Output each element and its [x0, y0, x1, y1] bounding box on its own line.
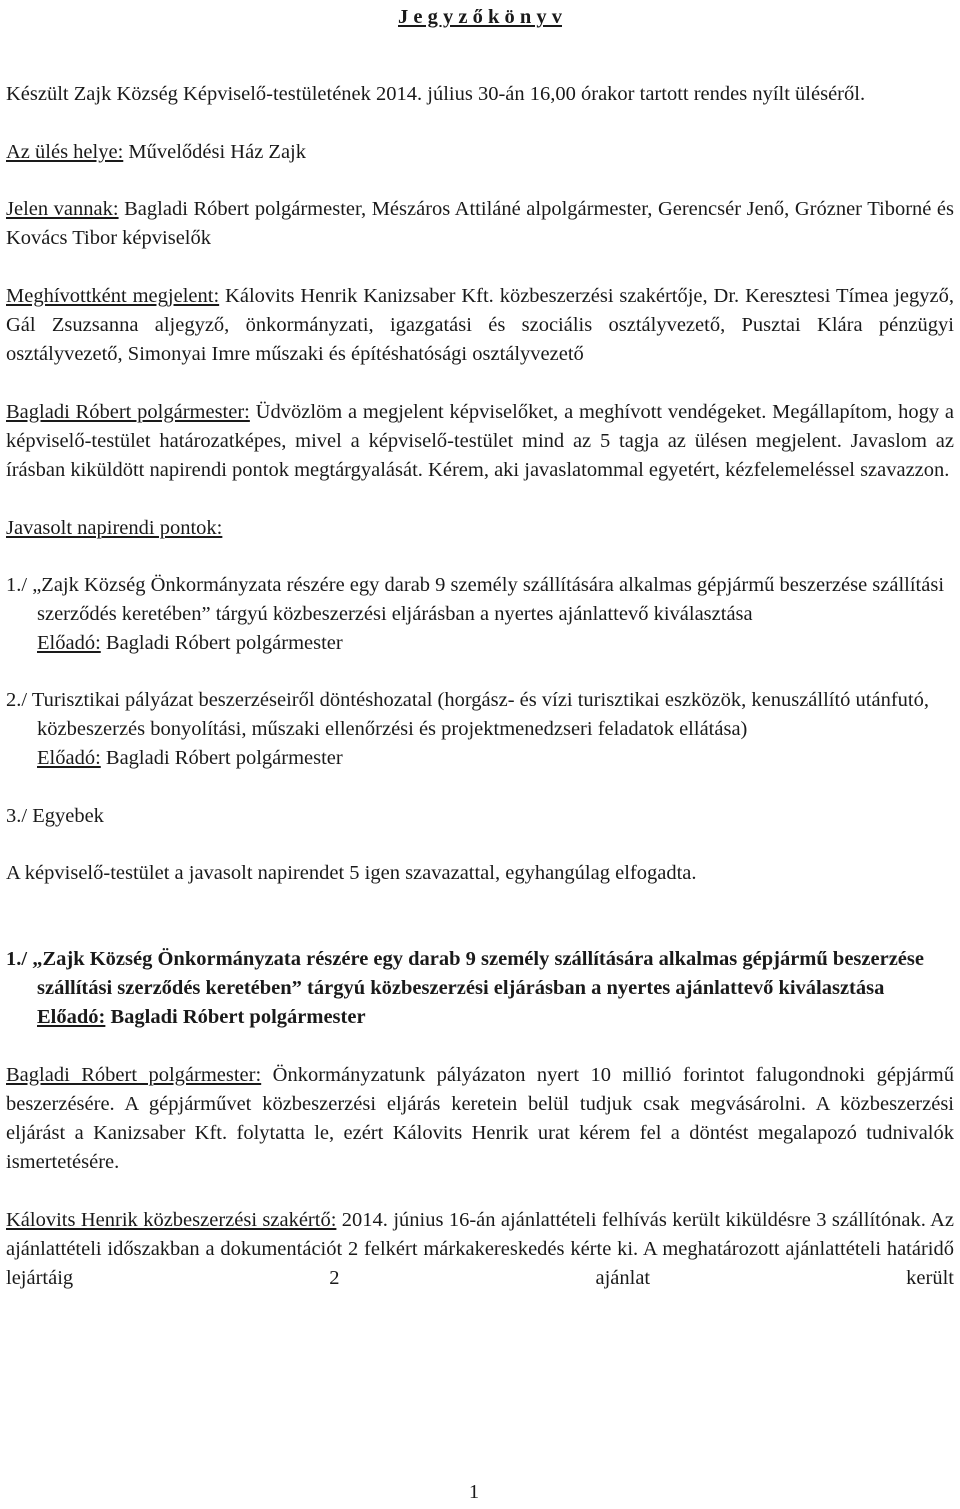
section-1-title-text: „Zajk Község Önkormányzata részére egy darab 9 személy szállítására alkalmas gépjármű beszerzése szállítási szerződés keretében” tárgyú közbeszerzési eljárásban a nyertes ajánlattevő kiválasztása [27, 948, 924, 999]
section-1-paragraph-1-text: Önkormányzatunk pályázaton nyert 10 millió forintot falugondnoki gépjármű beszerzésére. A gépjárművet közbeszerzési eljárás keretein belül tudjuk csak megvásárolni. A közbeszerzési eljárást a Kanizsaber Kft. folytatta le, ezért Kálovits Henrik urat kérem fel a döntést megalapozó tudnivalók ismertetésére. [6, 1064, 954, 1173]
agenda-item-2-presenter [6, 744, 954, 773]
section-1-number: 1./ [6, 948, 28, 970]
agenda-item-1-title: „Zajk Község Önkormányzata részére egy darab 9 személy szállítására alkalmas gépjármű beszerzése szállítási szerződés keretében” tárgyú közbeszerzési eljárásban a nyertes ajánlattevő kiválasztása [27, 574, 945, 625]
section-1-paragraph-1-speaker: Bagladi Róbert polgármester: [6, 1064, 262, 1086]
welcome-speaker: Bagladi Róbert polgármester: [6, 401, 250, 423]
agenda-item-2-number: 2./ [6, 689, 28, 711]
welcome-paragraph [6, 398, 954, 485]
page-number: 1 [468, 1481, 480, 1503]
present-label: Jelen vannak: [6, 198, 119, 220]
agenda-vote-result: A képviselő-testület a javasolt napirendet 5 igen szavazattal, egyhangúlag elfogadta. [6, 862, 697, 884]
agenda-item-1-presenter [6, 629, 954, 658]
invited-paragraph [6, 282, 954, 369]
section-1-title [6, 945, 954, 1003]
agenda-item-1-presenter-name: Bagladi Róbert polgármester [100, 632, 343, 654]
agenda-item-2-text [6, 686, 954, 744]
agenda-item-3 [6, 802, 954, 831]
section-1-presenter-label: Előadó: [37, 1006, 106, 1028]
agenda-item-3-number: 3./ [6, 805, 28, 827]
section-1-presenter [6, 1003, 954, 1032]
section-1-paragraph-2-speaker: Kálovits Henrik közbeszerzési szakértő: [6, 1209, 337, 1231]
agenda-item-2 [6, 686, 954, 773]
present-value: Bagladi Róbert polgármester, Mészáros Attiláné alpolgármester, Gerencsér Jenő, Grózner Tiborné és Kovács Tibor képviselők [6, 198, 955, 249]
section-1-presenter-name: Bagladi Róbert polgármester [105, 1006, 366, 1028]
section-1-heading [6, 945, 954, 1032]
agenda-item-2-presenter-label: Előadó: [37, 747, 101, 769]
agenda-item-1-number: 1./ [6, 574, 28, 596]
document-title: J e g y z ő k ö n y v [398, 6, 562, 28]
venue-value: Művelődési Ház Zajk [123, 141, 307, 163]
section-1-paragraph-2-text: 2014. június 16-án ajánlattételi felhívás került kiküldésre 3 szállítónak. Az ajánlattételi időszakban a dokumentációt 2 felkért márkakereskedés kérte ki. A meghatározott ajánlattételi határidő lejártáig 2 ajánlat került [6, 1209, 954, 1289]
agenda-item-1 [6, 571, 954, 658]
agenda-heading: Javasolt napirendi pontok: [6, 517, 223, 539]
agenda-item-2-presenter-name: Bagladi Róbert polgármester [100, 747, 343, 769]
agenda-item-1-presenter-label: Előadó: [37, 632, 101, 654]
intro-paragraph: Készült Zajk Község Képviselő-testületének 2014. július 30-án 16,00 órakor tartott rendes nyílt üléséről. [6, 83, 866, 105]
venue-label: Az ülés helye: [6, 141, 124, 163]
agenda-item-1-text [6, 571, 954, 629]
document-page [6, 0, 954, 1293]
section-1-paragraph-2 [6, 1206, 954, 1293]
present-paragraph [6, 195, 954, 253]
section-1-paragraph-1 [6, 1061, 954, 1177]
agenda-item-2-title: Turisztikai pályázat beszerzéseiről döntéshozatal (horgász- és vízi turisztikai eszközök, kenuszállító utánfutó, közbeszerzés bonyolítási, műszaki ellenőrzési és projektmenedzseri feladatok ellátása) [27, 689, 929, 740]
invited-label: Meghívottként megjelent: [6, 285, 220, 307]
venue-line [6, 138, 954, 167]
invited-value: Kálovits Henrik Kanizsaber Kft. közbeszerzési szakértője, Dr. Keresztesi Tímea jegyző, Gál Zsuzsanna aljegyző, önkormányzati, igazgatási és szociális osztályvezető, Pusztai Klára pénzügyi osztályvezető, Simonyai Imre műszaki és építéshatósági osztályvezető [6, 285, 954, 365]
welcome-text: Üdvözlöm a megjelent képviselőket, a meghívott vendégeket. Megállapítom, hogy a képviselő-testület határozatképes, mivel a képviselő-testület mind az 5 tagja az ülésen megjelent. Javaslom az írásban kiküldött napirendi pontok megtárgyalását. Kérem, aki javaslatommal egyetért, kézfelemeléssel szavazzon. [6, 401, 954, 481]
agenda-item-3-title: Egyebek [27, 805, 104, 827]
